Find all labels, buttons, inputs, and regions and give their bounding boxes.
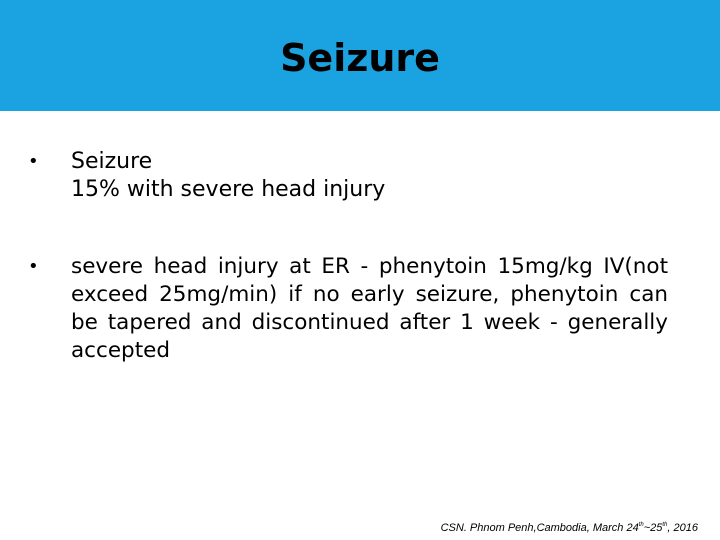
bullet-line-heading: Seizure [71, 149, 153, 174]
footer-sup-2: th [662, 522, 668, 528]
bullet-text [71, 148, 385, 204]
slide-title: Seizure [280, 36, 440, 80]
footer-sup-1: th [638, 522, 644, 528]
footer-middle: ~25 [643, 522, 663, 534]
bullet-text: severe head injury at ER - phenytoin 15mg/kg IV(not exceed 25mg/min) if no early seizure, phenytoin can be tapered and discontinued after 1 week - generally accepted [71, 254, 668, 363]
footer-prefix: CSN. Phnom Penh,Cambodia, March 24 [440, 522, 639, 534]
bullet-dot-icon: • [28, 256, 39, 277]
bullet-item-phenytoin [28, 253, 668, 373]
bullet-line-detail: 15% with severe head injury [71, 177, 386, 202]
bullet-dot-icon: • [28, 151, 39, 172]
footer-suffix: , 2016 [667, 522, 698, 534]
footer-credit [441, 518, 698, 535]
bullet-item-seizure [28, 148, 668, 208]
